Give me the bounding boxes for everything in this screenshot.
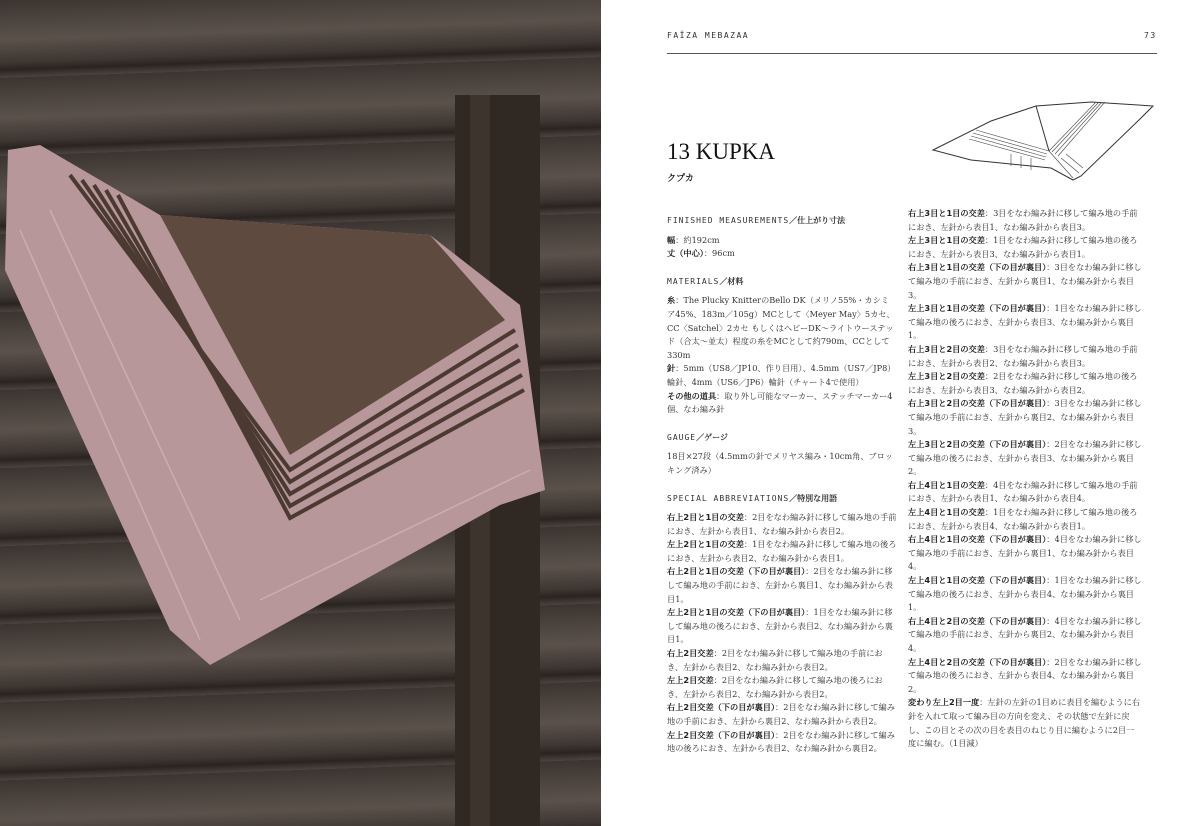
term: 左上4目と1目の交差 <box>908 507 985 518</box>
description: ：3目をなわ編み針に移して編み地の手前におき、左針から裏目1、なわ編み針から表目3。 <box>908 262 1142 300</box>
definition-item <box>908 574 1142 615</box>
description: ：4目をなわ編み針に移して編み地の手前におき、左針から裏目1、なわ編み針から表目4。 <box>908 534 1142 572</box>
definition-item <box>667 674 897 701</box>
definition-item <box>908 234 1142 261</box>
definition-item <box>667 294 897 362</box>
description: ：3目をなわ編み針に移して編み地の手前におき、左針から表目1、なわ編み針から表目3。 <box>908 208 1138 232</box>
definition-item <box>908 261 1142 302</box>
section-heading-gauge: GAUGE／ゲージ <box>667 432 728 442</box>
term: 右上2目交差（下の目が裏目） <box>667 702 776 713</box>
definition-item <box>667 362 897 389</box>
page-number: 73 <box>1144 31 1157 40</box>
definition-item <box>908 302 1142 343</box>
definition-item <box>908 397 1142 438</box>
term: 左上3目と1目の交差（下の目が裏目） <box>908 303 1047 314</box>
term: 左上3目と1目の交差 <box>908 235 985 246</box>
definition-item <box>667 565 897 606</box>
term: 変わり左上2目一度 <box>908 697 980 708</box>
pattern-title: 13 KUPKA <box>667 139 775 164</box>
description: ：96cm <box>703 248 735 259</box>
term: 右上4目と2目の交差（下の目が裏目） <box>908 615 1047 626</box>
term: 右上2目と1目の交差（下の目が裏目） <box>667 566 806 577</box>
description: ：2目をなわ編み針に移して編み地の後ろにおき、左針から表目3、なわ編み針から表目2。 <box>908 371 1138 395</box>
term: 右上3目と2目の交差 <box>908 343 985 354</box>
definition-item <box>908 656 1142 697</box>
description: ：5mm（US8／JP10、作り目用）、4.5mm（US7／JP8）輪針、4mm（US6／JP6）輪針（チャート4で使用） <box>667 363 896 387</box>
term: その他の道具 <box>667 390 717 401</box>
term: 右上4目と1目の交差（下の目が裏目） <box>908 534 1047 545</box>
term: 左上4目と2目の交差（下の目が裏目） <box>908 656 1047 667</box>
description: ：2目をなわ編み針に移して編み地の手前におき、左針から表目1、なわ編み針から表目2。 <box>667 512 897 536</box>
author-header: FAÏZA MEBAZAA <box>667 31 750 40</box>
shawl-schematic <box>931 88 1161 183</box>
definition-item <box>667 234 897 248</box>
description: ：3目をなわ編み針に移して編み地の手前におき、左針から裏目2、なわ編み針から表目3。 <box>908 398 1142 436</box>
pattern-subtitle: クプカ <box>667 174 694 184</box>
description: ：左針の左針の1目めに表目を編むように右針を入れて取って編み目の方向を変え、その状態で左針に戻し、この目とその次の目を表目のねじり目に編むように2目一度に編む。（1目減） <box>908 697 1140 749</box>
description: ：3目をなわ編み針に移して編み地の手前におき、左針から表目2、なわ編み針から表目3。 <box>908 343 1138 368</box>
definition-item <box>908 343 1142 370</box>
term: 右上4目と1目の交差 <box>908 479 985 490</box>
definition-item <box>908 438 1142 479</box>
gauge-text: 18目×27段（4.5mmの針でメリヤス編み・10cm角、ブロッキング済み） <box>667 451 893 475</box>
header-rule <box>667 53 1157 54</box>
description: ：1目をなわ編み針に移して編み地の後ろにおき、左針から表目3、なわ編み針から表目1。 <box>908 235 1138 259</box>
definition-item <box>667 538 897 565</box>
description: ：2目をなわ編み針に移して編み地の手前におき、左針から裏目2、なわ編み針から表目2。 <box>667 702 895 726</box>
description: ：取り外し可能なマーカー、ステッチマーカー4個、なわ編み針 <box>667 390 893 415</box>
term: 左上4目と1目の交差（下の目が裏目） <box>908 575 1047 586</box>
term: 右上2目交差 <box>667 648 714 659</box>
description: ：2目をなわ編み針に移して編み地の後ろにおき、左針から表目4、なわ編み針から裏目2。 <box>908 656 1142 694</box>
pattern-page <box>601 0 1200 826</box>
definition-item <box>667 247 897 261</box>
description: ：4目をなわ編み針に移して編み地の手前におき、左針から表目1、なわ編み針から表目4。 <box>908 479 1138 504</box>
term: 左上2目交差 <box>667 675 714 686</box>
description: ：2目をなわ編み針に移して編み地の後ろにおき、左針から表目2、なわ編み針から裏目2。 <box>667 729 895 754</box>
definition-item <box>908 479 1142 506</box>
term: 右上3目と1目の交差 <box>908 208 985 218</box>
definition-item <box>667 647 897 674</box>
definition-item <box>908 696 1142 750</box>
term: 左上2目交差（下の目が裏目） <box>667 729 776 740</box>
description: ：1目をなわ編み針に移して編み地の後ろにおき、左針から表目2、なわ編み針から裏目1。 <box>667 607 893 645</box>
section-heading-finished: FINISHED MEASUREMENTS／仕上がり寸法 <box>667 216 846 225</box>
description: ：2目をなわ編み針に移して編み地の後ろにおき、左針から表目2、なわ編み針から表目2。 <box>667 675 883 699</box>
description: ：1目をなわ編み針に移して編み地の後ろにおき、左針から表目4、なわ編み針から表目1。 <box>908 507 1138 531</box>
term: 右上3目と1目の交差（下の目が裏目） <box>908 262 1047 273</box>
description: ：1目をなわ編み針に移して編み地の後ろにおき、左針から表目2、なわ編み針から表目1。 <box>667 539 897 563</box>
description: ：2目をなわ編み針に移して編み地の手前におき、左針から表目2、なわ編み針から表目2。 <box>667 648 883 672</box>
term: 右上2目と1目の交差 <box>667 512 744 523</box>
term: 左上3目と2目の交差 <box>908 371 985 382</box>
term: 右上3目と2目の交差（下の目が裏目） <box>908 398 1047 409</box>
description: ：2目をなわ編み針に移して編み地の後ろにおき、左針から表目3、なわ編み針から裏目2。 <box>908 439 1142 477</box>
definition-item <box>908 370 1142 397</box>
column-left <box>667 214 897 756</box>
column-right <box>908 207 1142 751</box>
term: 針 <box>667 363 676 374</box>
term: 幅 <box>667 234 676 245</box>
definition-item <box>667 606 897 647</box>
definition-item <box>908 207 1142 234</box>
definition-item <box>667 729 897 756</box>
definition-item <box>908 506 1142 533</box>
definition-item <box>908 533 1142 574</box>
definition-item <box>908 615 1142 656</box>
term: 左上2目と1目の交差（下の目が裏目） <box>667 607 806 618</box>
definition-item <box>667 390 897 417</box>
definition-item <box>667 701 897 728</box>
description: ：1目をなわ編み針に移して編み地の後ろにおき、左針から表目3、なわ編み針から裏目1。 <box>908 303 1142 341</box>
description: ：1目をなわ編み針に移して編み地の後ろにおき、左針から表目4、なわ編み針から裏目1。 <box>908 575 1142 613</box>
description: ：4目をなわ編み針に移して編み地の手前におき、左針から裏目2、なわ編み針から表目4。 <box>908 615 1142 653</box>
term: 左上2目と1目の交差 <box>667 539 744 550</box>
term: 丈（中心） <box>667 248 704 259</box>
description: ：The Plucky KnitterのBello DK（メリノ55%・カシミア45%、183m／105g）MCとして〈Meyer May〉5カセ、CC〈Satchel〉2カセ もしくはヘビーDK〜ライトウーステッド（合太〜並太）程度の糸をMCとして約790m、CCとして330m <box>667 295 895 360</box>
term: 糸 <box>667 295 676 306</box>
description: ：約192cm <box>675 234 720 245</box>
term: 左上3目と2目の交差（下の目が裏目） <box>908 439 1047 450</box>
section-heading-materials: MATERIALS／材料 <box>667 276 744 286</box>
definition-item <box>667 511 897 538</box>
description: ：2目をなわ編み針に移して編み地の手前におき、左針から裏目1、なわ編み針から表目1。 <box>667 566 893 604</box>
section-heading-abbreviations: SPECIAL ABBREVIATIONS／特別な用語 <box>667 493 838 503</box>
